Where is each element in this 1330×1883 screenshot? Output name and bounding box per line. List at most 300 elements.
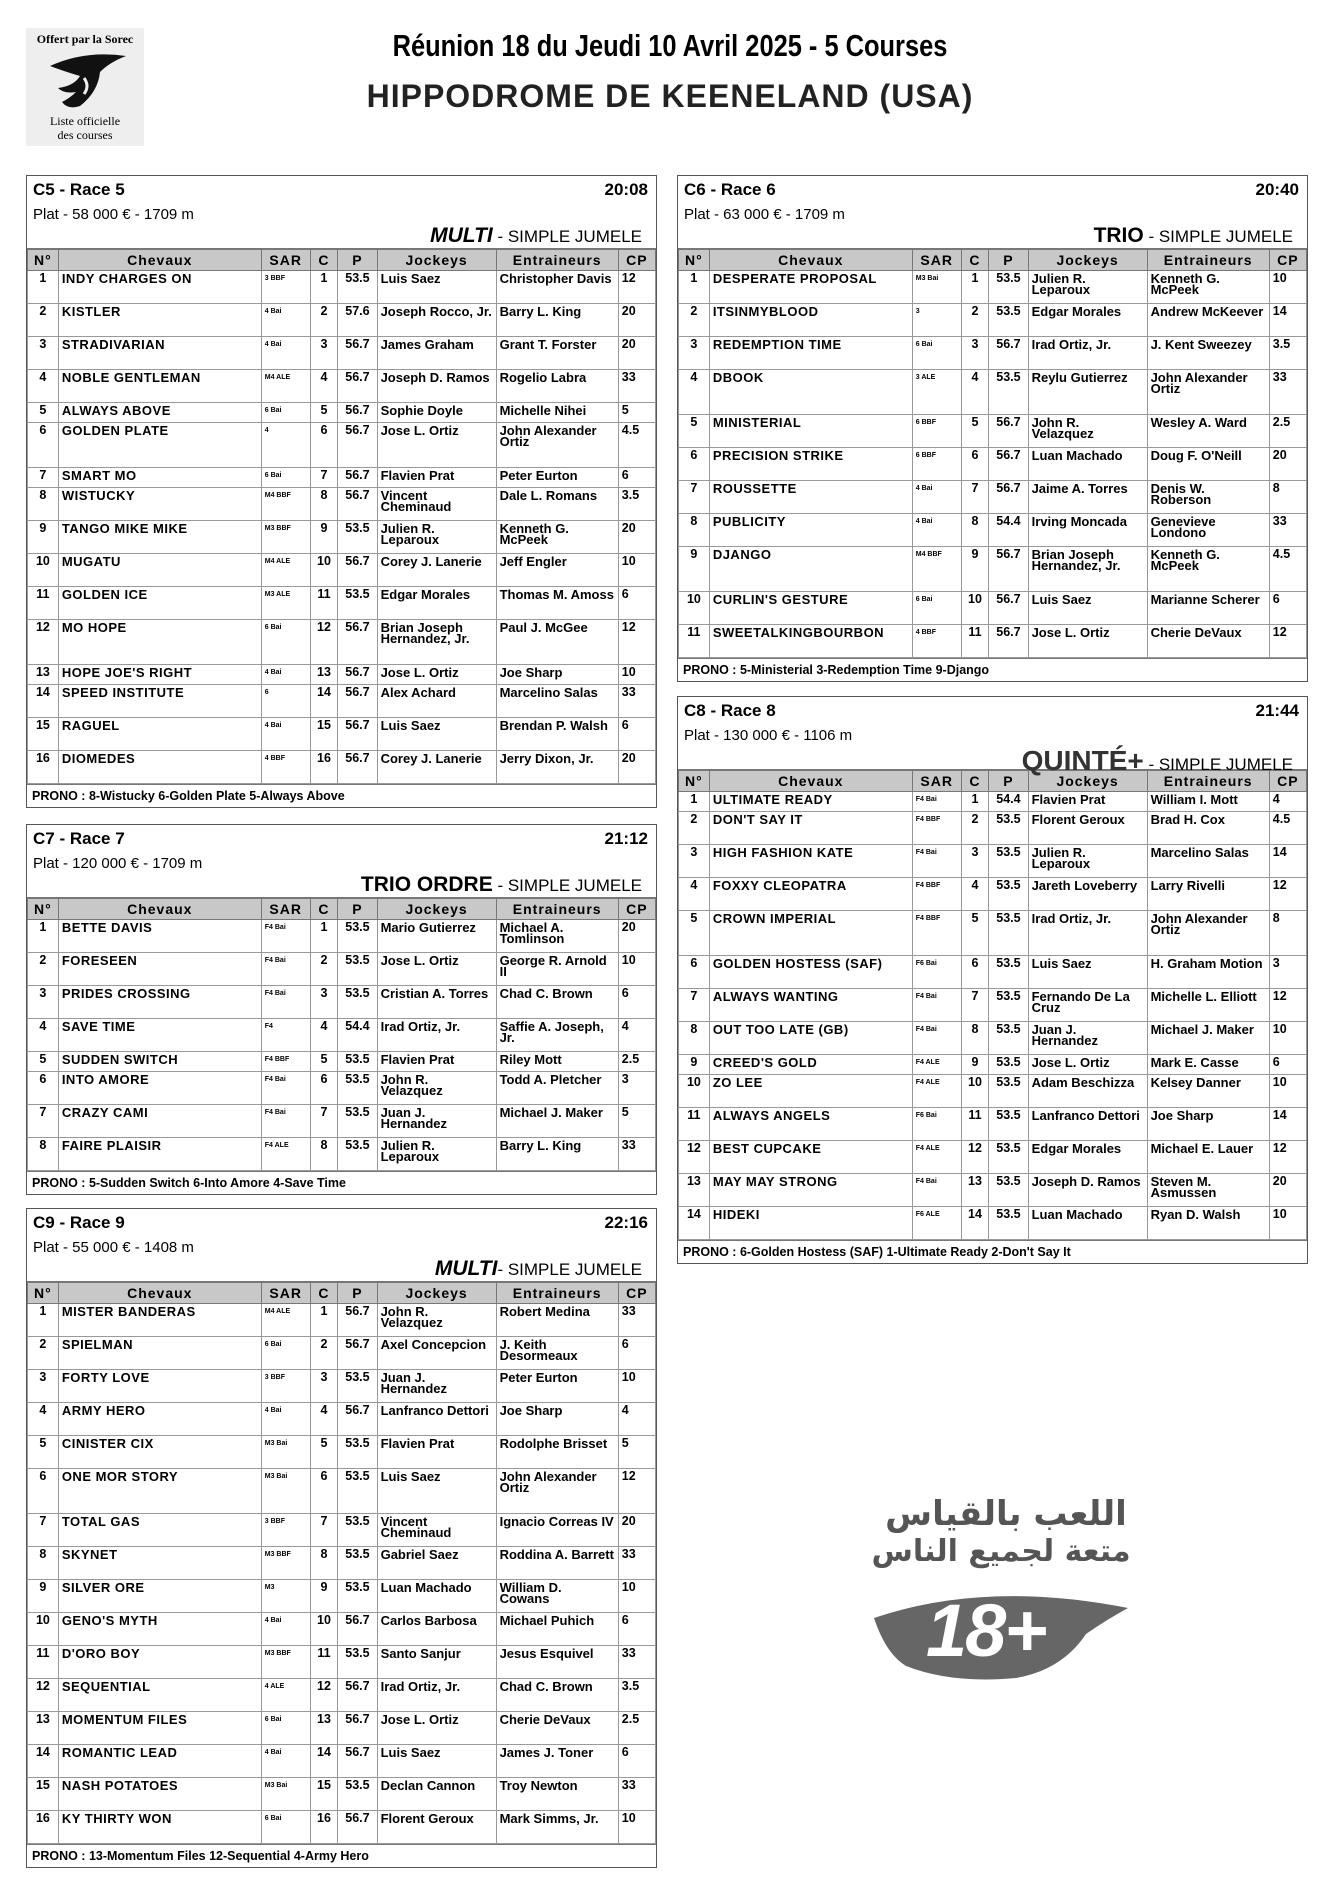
- horse-name: CINISTER CIX: [58, 1436, 261, 1469]
- col-header-trainer: Entraineurs: [496, 250, 618, 271]
- trainer-name: James J. Toner: [496, 1745, 618, 1778]
- jockey-name: Vincent Cheminaud: [377, 1514, 496, 1547]
- runner-cote: 6: [1269, 1055, 1306, 1075]
- horse-name: OUT TOO LATE (GB): [709, 1022, 912, 1055]
- runner-sar: 3: [912, 304, 961, 337]
- runner-weight: 56.7: [338, 1679, 377, 1712]
- horse-name: ALWAYS ANGELS: [709, 1108, 912, 1141]
- horse-name: MINISTERIAL: [709, 415, 912, 448]
- col-header-p: P: [338, 1283, 377, 1304]
- jockey-name: Jaime A. Torres: [1028, 481, 1147, 514]
- runner-weight: 53.5: [989, 989, 1028, 1022]
- runner-sar: F4 ALE: [912, 1141, 961, 1174]
- runner-weight: 53.5: [989, 271, 1028, 304]
- jockey-name: Luan Machado: [1028, 1207, 1147, 1240]
- horse-name: GENO'S MYTH: [58, 1613, 261, 1646]
- runner-sar: 6 Bai: [261, 620, 310, 665]
- runner-sar: 6 Bai: [912, 592, 961, 625]
- runner-cote: 3: [1269, 956, 1306, 989]
- col-header-sar: SAR: [261, 899, 310, 920]
- race-time: 21:12: [604, 829, 648, 848]
- runner-weight: 56.7: [338, 751, 377, 784]
- runner-weight: 53.5: [338, 1052, 377, 1072]
- runner-sar: 3 BBF: [261, 1370, 310, 1403]
- table-row: [679, 1174, 1307, 1207]
- race-bet-types: [1094, 224, 1293, 248]
- table-row: [28, 1547, 656, 1580]
- age-warning-logo: [866, 1488, 1136, 1678]
- trainer-name: Michelle L. Elliott: [1147, 989, 1269, 1022]
- race-bet-types: [430, 224, 642, 248]
- runner-sar: M3: [261, 1580, 310, 1613]
- table-row: [28, 1712, 656, 1745]
- table-row: [679, 337, 1307, 370]
- runner-weight: 53.5: [338, 521, 377, 554]
- runner-cote: 14: [1269, 845, 1306, 878]
- runner-weight: 56.7: [338, 685, 377, 718]
- runner-weight: 53.5: [338, 1514, 377, 1547]
- runner-cord: 3: [961, 337, 989, 370]
- race-bet-types: [1022, 745, 1293, 777]
- horse-name: TOTAL GAS: [58, 1514, 261, 1547]
- table-row: [28, 1778, 656, 1811]
- runner-number: 2: [28, 1337, 59, 1370]
- runner-weight: 56.7: [338, 1304, 377, 1337]
- col-header-p: P: [989, 250, 1028, 271]
- race-bet-types: [361, 873, 642, 897]
- runner-weight: 56.7: [338, 468, 377, 488]
- jockey-name: Luan Machado: [1028, 448, 1147, 481]
- jockey-name: Flavien Prat: [1028, 792, 1147, 812]
- horse-name: KISTLER: [58, 304, 261, 337]
- runner-sar: F4 BBF: [261, 1052, 310, 1072]
- runner-cord: 1: [961, 271, 989, 304]
- trainer-name: Denis W. Roberson: [1147, 481, 1269, 514]
- runner-weight: 53.5: [338, 920, 377, 953]
- runner-number: 5: [28, 403, 59, 423]
- runner-number: 16: [28, 751, 59, 784]
- runner-number: 8: [679, 1022, 710, 1055]
- trainer-name: J. Keith Desormeaux: [496, 1337, 618, 1370]
- runner-cord: 11: [961, 625, 989, 658]
- runner-sar: 6 BBF: [912, 415, 961, 448]
- runner-weight: 56.7: [338, 337, 377, 370]
- prono-line: PRONO : 5-Sudden Switch 6-Into Amore 4-Save Time: [27, 1171, 656, 1194]
- runner-number: 7: [28, 1514, 59, 1547]
- runner-weight: 53.5: [989, 1022, 1028, 1055]
- table-row: [679, 481, 1307, 514]
- table-row: [28, 1811, 656, 1844]
- runner-cord: 1: [310, 1304, 338, 1337]
- runner-number: 5: [679, 415, 710, 448]
- runners-table: [678, 770, 1307, 1240]
- horse-name: PRIDES CROSSING: [58, 986, 261, 1019]
- runner-cord: 2: [961, 304, 989, 337]
- trainer-name: Michael J. Maker: [496, 1105, 618, 1138]
- table-row: [679, 592, 1307, 625]
- runner-cote: 10: [1269, 1207, 1306, 1240]
- table-row: [28, 920, 656, 953]
- runner-cote: 33: [618, 1778, 655, 1811]
- col-header-p: P: [338, 250, 377, 271]
- runner-number: 10: [28, 554, 59, 587]
- trainer-name: George R. Arnold II: [496, 953, 618, 986]
- runner-sar: 4 Bai: [261, 1403, 310, 1436]
- race-card-c7: [26, 824, 657, 1195]
- race-info: Plat - 58 000 € - 1709 m: [33, 206, 194, 223]
- runner-cote: 6: [618, 468, 655, 488]
- runner-weight: 53.5: [338, 986, 377, 1019]
- horse-name: NASH POTATOES: [58, 1778, 261, 1811]
- runner-weight: 53.5: [338, 1370, 377, 1403]
- runner-cord: 5: [310, 403, 338, 423]
- age-warning-line2: متعة لجميع الناس: [871, 1534, 1131, 1569]
- horse-name: DESPERATE PROPOSAL: [709, 271, 912, 304]
- horse-name: ARMY HERO: [58, 1403, 261, 1436]
- runner-weight: 56.7: [338, 488, 377, 521]
- runner-cord: 14: [310, 1745, 338, 1778]
- runner-cote: 5: [618, 403, 655, 423]
- horse-name: REDEMPTION TIME: [709, 337, 912, 370]
- trainer-name: John Alexander Ortiz: [1147, 911, 1269, 956]
- runner-cote: 6: [618, 587, 655, 620]
- horse-name: TANGO MIKE MIKE: [58, 521, 261, 554]
- runner-cote: 20: [618, 521, 655, 554]
- runner-cord: 6: [310, 1072, 338, 1105]
- col-header-cp: CP: [618, 899, 655, 920]
- table-row: [679, 878, 1307, 911]
- runner-weight: 53.5: [338, 271, 377, 304]
- trainer-name: Barry L. King: [496, 304, 618, 337]
- runner-sar: F4 ALE: [912, 1055, 961, 1075]
- table-row: [28, 370, 656, 403]
- jockey-name: Irving Moncada: [1028, 514, 1147, 547]
- jockey-name: Declan Cannon: [377, 1778, 496, 1811]
- runner-cote: 20: [618, 1514, 655, 1547]
- horse-name: BETTE DAVIS: [58, 920, 261, 953]
- runner-cote: 12: [1269, 625, 1306, 658]
- horse-name: WISTUCKY: [58, 488, 261, 521]
- runner-cord: 14: [310, 685, 338, 718]
- runner-sar: 4 Bai: [261, 304, 310, 337]
- trainer-name: Kelsey Danner: [1147, 1075, 1269, 1108]
- horse-name: ROUSSETTE: [709, 481, 912, 514]
- runner-cote: 14: [1269, 304, 1306, 337]
- runner-number: 2: [28, 304, 59, 337]
- prono-line: PRONO : 8-Wistucky 6-Golden Plate 5-Always Above: [27, 784, 656, 807]
- runner-number: 1: [28, 1304, 59, 1337]
- runner-number: 4: [679, 878, 710, 911]
- horse-name: MO HOPE: [58, 620, 261, 665]
- trainer-name: Michael Puhich: [496, 1613, 618, 1646]
- table-row: [28, 1646, 656, 1679]
- jockey-name: Brian Joseph Hernandez, Jr.: [1028, 547, 1147, 592]
- runner-cord: 16: [310, 1811, 338, 1844]
- runner-cord: 4: [310, 1403, 338, 1436]
- race-title: C5 - Race 5: [33, 180, 125, 199]
- runner-weight: 53.5: [989, 911, 1028, 956]
- runner-weight: 53.5: [989, 1141, 1028, 1174]
- table-row: [28, 953, 656, 986]
- bet-main: MULTI: [434, 1257, 498, 1280]
- col-header-c: C: [310, 1283, 338, 1304]
- runner-number: 11: [28, 587, 59, 620]
- table-header-row: [679, 250, 1307, 271]
- trainer-name: Paul J. McGee: [496, 620, 618, 665]
- bet-rest: - SIMPLE JUMELE: [1143, 755, 1293, 774]
- jockey-name: Edgar Morales: [1028, 1141, 1147, 1174]
- horse-name: CURLIN'S GESTURE: [709, 592, 912, 625]
- sorec-logo: [26, 28, 144, 146]
- runner-sar: 6 Bai: [261, 468, 310, 488]
- trainer-name: Troy Newton: [496, 1778, 618, 1811]
- runner-cord: 11: [961, 1108, 989, 1141]
- runner-sar: F4 Bai: [912, 989, 961, 1022]
- race-time: 21:44: [1255, 701, 1299, 720]
- trainer-name: Rodolphe Brisset: [496, 1436, 618, 1469]
- runner-cote: 20: [1269, 1174, 1306, 1207]
- col-header-horse: Chevaux: [709, 771, 912, 792]
- bet-rest: - SIMPLE JUMELE: [492, 876, 642, 895]
- runner-cord: 16: [310, 751, 338, 784]
- table-row: [679, 271, 1307, 304]
- trainer-name: Christopher Davis: [496, 271, 618, 304]
- table-row: [28, 665, 656, 685]
- table-row: [679, 1055, 1307, 1075]
- table-row: [28, 1370, 656, 1403]
- jockey-name: Julien R. Leparoux: [377, 521, 496, 554]
- runner-cote: 6: [618, 1613, 655, 1646]
- runner-weight: 53.5: [338, 1138, 377, 1171]
- runner-cote: 3.5: [1269, 337, 1306, 370]
- runner-number: 8: [28, 1138, 59, 1171]
- runner-weight: 54.4: [989, 792, 1028, 812]
- runner-sar: F4 Bai: [261, 920, 310, 953]
- runner-cord: 1: [310, 271, 338, 304]
- prono-line: PRONO : 5-Ministerial 3-Redemption Time 9-Django: [678, 658, 1307, 681]
- horse-name: ALWAYS WANTING: [709, 989, 912, 1022]
- col-header-trainer: Entraineurs: [1147, 250, 1269, 271]
- trainer-name: William D. Cowans: [496, 1580, 618, 1613]
- runner-cord: 2: [310, 1337, 338, 1370]
- trainer-name: J. Kent Sweezey: [1147, 337, 1269, 370]
- runner-sar: 6 Bai: [912, 337, 961, 370]
- runner-sar: F4 Bai: [261, 1105, 310, 1138]
- runner-sar: F4 Bai: [261, 953, 310, 986]
- runner-weight: 56.7: [989, 415, 1028, 448]
- runner-cord: 9: [961, 547, 989, 592]
- horse-name: MISTER BANDERAS: [58, 1304, 261, 1337]
- runner-cord: 10: [310, 1613, 338, 1646]
- runner-cord: 13: [961, 1174, 989, 1207]
- runner-cord: 6: [961, 956, 989, 989]
- runner-number: 2: [28, 953, 59, 986]
- runners-table: [27, 898, 656, 1171]
- runner-cord: 1: [961, 792, 989, 812]
- runner-sar: M4 ALE: [261, 554, 310, 587]
- table-row: [28, 1679, 656, 1712]
- race-info: Plat - 130 000 € - 1106 m: [684, 727, 853, 744]
- logo-bottom-text: Liste officielle des courses: [49, 114, 121, 142]
- col-header-cp: CP: [618, 250, 655, 271]
- runner-weight: 54.4: [989, 514, 1028, 547]
- jockey-name: Reylu Gutierrez: [1028, 370, 1147, 415]
- table-row: [28, 1745, 656, 1778]
- runner-number: 5: [28, 1436, 59, 1469]
- runner-sar: F6 Bai: [912, 1108, 961, 1141]
- runner-number: 5: [679, 911, 710, 956]
- runner-cote: 2.5: [1269, 415, 1306, 448]
- runner-sar: F4 Bai: [912, 1022, 961, 1055]
- runner-sar: 4 Bai: [261, 1745, 310, 1778]
- table-row: [28, 620, 656, 665]
- runner-cord: 8: [961, 514, 989, 547]
- runner-number: 2: [679, 304, 710, 337]
- runner-cord: 4: [961, 878, 989, 911]
- runner-cord: 5: [310, 1436, 338, 1469]
- runner-sar: 6 Bai: [261, 403, 310, 423]
- runner-cote: 3.5: [618, 488, 655, 521]
- runner-cote: 12: [618, 271, 655, 304]
- runner-cote: 4: [1269, 792, 1306, 812]
- runner-cord: 11: [310, 1646, 338, 1679]
- runner-cote: 14: [1269, 1108, 1306, 1141]
- table-row: [28, 1304, 656, 1337]
- runner-cord: 11: [310, 587, 338, 620]
- trainer-name: John Alexander Ortiz: [496, 423, 618, 468]
- runner-weight: 53.5: [338, 953, 377, 986]
- runner-weight: 53.5: [338, 1778, 377, 1811]
- runner-sar: 4 Bai: [912, 514, 961, 547]
- trainer-name: Steven M. Asmussen: [1147, 1174, 1269, 1207]
- runner-cord: 5: [310, 1052, 338, 1072]
- table-row: [28, 423, 656, 468]
- runner-number: 10: [28, 1613, 59, 1646]
- runner-cord: 2: [310, 953, 338, 986]
- jockey-name: Vincent Cheminaud: [377, 488, 496, 521]
- table-row: [28, 1337, 656, 1370]
- jockey-name: Jose L. Ortiz: [1028, 1055, 1147, 1075]
- runner-cord: 10: [961, 592, 989, 625]
- runner-cote: 10: [1269, 271, 1306, 304]
- jockey-name: Flavien Prat: [377, 1436, 496, 1469]
- trainer-name: Wesley A. Ward: [1147, 415, 1269, 448]
- table-header-row: [28, 250, 656, 271]
- col-header-jockey: Jockeys: [377, 250, 496, 271]
- runner-cote: 6: [618, 1745, 655, 1778]
- runner-weight: 53.5: [338, 1646, 377, 1679]
- table-row: [28, 271, 656, 304]
- runner-sar: F4 ALE: [261, 1138, 310, 1171]
- runner-cote: 4: [618, 1019, 655, 1052]
- trainer-name: Todd A. Pletcher: [496, 1072, 618, 1105]
- table-row: [679, 1108, 1307, 1141]
- runner-cote: 6: [618, 986, 655, 1019]
- horse-head-icon: [40, 48, 130, 112]
- horse-name: SUDDEN SWITCH: [58, 1052, 261, 1072]
- jockey-name: Jose L. Ortiz: [1028, 625, 1147, 658]
- runner-sar: M3 Bai: [261, 1778, 310, 1811]
- trainer-name: Michelle Nihei: [496, 403, 618, 423]
- table-row: [679, 1207, 1307, 1240]
- horse-name: GOLDEN HOSTESS (SAF): [709, 956, 912, 989]
- runner-weight: 56.7: [338, 403, 377, 423]
- runner-sar: 3 ALE: [912, 370, 961, 415]
- trainer-name: Thomas M. Amoss: [496, 587, 618, 620]
- runner-cord: 4: [310, 370, 338, 403]
- runner-weight: 53.5: [338, 1469, 377, 1514]
- trainer-name: Kenneth G. McPeek: [496, 521, 618, 554]
- jockey-name: Mario Gutierrez: [377, 920, 496, 953]
- table-header-row: [28, 1283, 656, 1304]
- table-row: [28, 1138, 656, 1171]
- runner-cord: 15: [310, 718, 338, 751]
- col-header-c: C: [961, 771, 989, 792]
- race-time: 22:16: [604, 1213, 648, 1232]
- horse-name: ALWAYS ABOVE: [58, 403, 261, 423]
- trainer-name: Brad H. Cox: [1147, 812, 1269, 845]
- horse-name: SPIELMAN: [58, 1337, 261, 1370]
- runner-number: 7: [679, 989, 710, 1022]
- jockey-name: Irad Ortiz, Jr.: [1028, 337, 1147, 370]
- bet-main: MULTI: [430, 224, 493, 247]
- prono-line: PRONO : 6-Golden Hostess (SAF) 1-Ultimate Ready 2-Don't Say It: [678, 1240, 1307, 1263]
- race-info: Plat - 55 000 € - 1408 m: [33, 1239, 194, 1256]
- runner-sar: 4 BBF: [912, 625, 961, 658]
- trainer-name: Doug F. O'Neill: [1147, 448, 1269, 481]
- runner-number: 3: [679, 337, 710, 370]
- jockey-name: Cristian A. Torres: [377, 986, 496, 1019]
- runner-weight: 53.5: [989, 845, 1028, 878]
- runner-cote: 20: [618, 751, 655, 784]
- runner-cord: 8: [310, 1547, 338, 1580]
- trainer-name: Ignacio Correas IV: [496, 1514, 618, 1547]
- trainer-name: William I. Mott: [1147, 792, 1269, 812]
- runner-sar: 3 BBF: [261, 1514, 310, 1547]
- col-header-jockey: Jockeys: [377, 899, 496, 920]
- table-row: [679, 956, 1307, 989]
- runner-cote: 3: [618, 1072, 655, 1105]
- col-header-horse: Chevaux: [58, 1283, 261, 1304]
- table-row: [679, 514, 1307, 547]
- runner-sar: 4 BBF: [261, 751, 310, 784]
- race-card-c9: [26, 1208, 657, 1868]
- jockey-name: Joseph D. Ramos: [377, 370, 496, 403]
- runner-cote: 33: [1269, 514, 1306, 547]
- runner-number: 12: [679, 1141, 710, 1174]
- runner-cord: 9: [310, 521, 338, 554]
- runner-number: 6: [28, 1469, 59, 1514]
- page-title: Réunion 18 du Jeudi 10 Avril 2025 - 5 Courses: [392, 28, 948, 63]
- trainer-name: Grant T. Forster: [496, 337, 618, 370]
- table-row: [28, 304, 656, 337]
- jockey-name: John R. Velazquez: [1028, 415, 1147, 448]
- runner-cord: 10: [961, 1075, 989, 1108]
- trainer-name: Michael A. Tomlinson: [496, 920, 618, 953]
- runner-sar: F4 Bai: [912, 792, 961, 812]
- runner-number: 7: [28, 1105, 59, 1138]
- runner-cord: 7: [310, 1105, 338, 1138]
- jockey-name: Jose L. Ortiz: [377, 423, 496, 468]
- runner-cote: 12: [618, 620, 655, 665]
- table-row: [679, 845, 1307, 878]
- jockey-name: Julien R. Leparoux: [1028, 845, 1147, 878]
- horse-name: INTO AMORE: [58, 1072, 261, 1105]
- runner-number: 9: [679, 1055, 710, 1075]
- runner-weight: 56.7: [338, 1745, 377, 1778]
- jockey-name: Jareth Loveberry: [1028, 878, 1147, 911]
- col-header-p: P: [989, 771, 1028, 792]
